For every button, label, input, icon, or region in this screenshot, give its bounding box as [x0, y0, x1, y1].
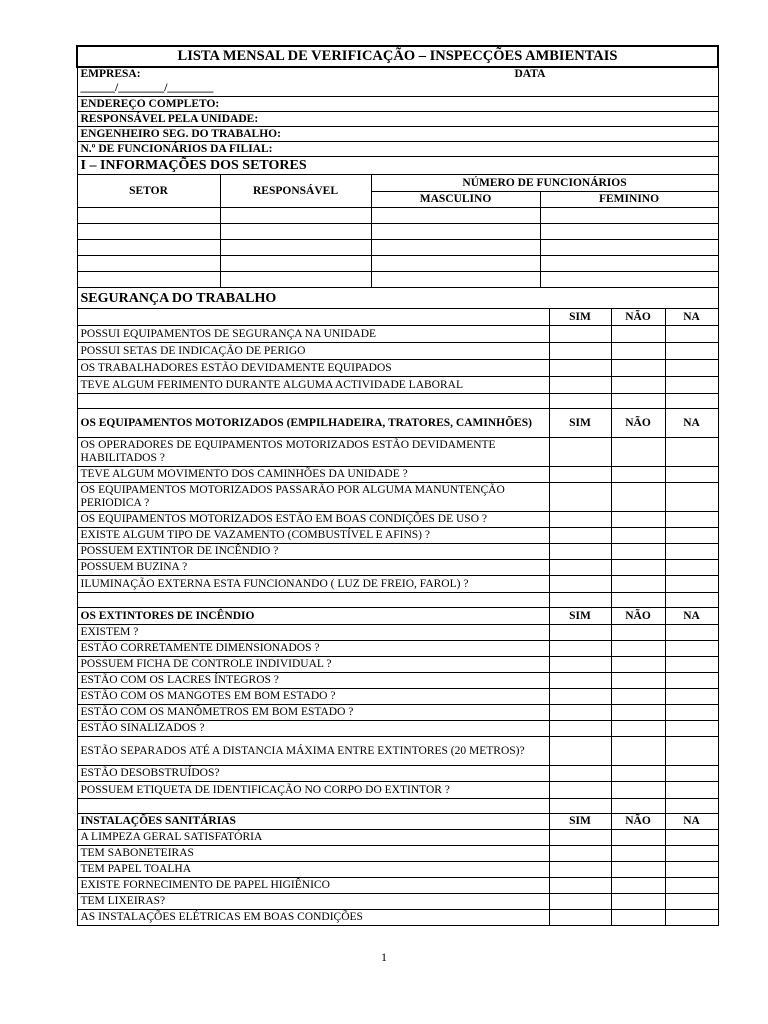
nao-cell[interactable] — [611, 544, 665, 560]
item-label: TEVE ALGUM FERIMENTO DURANTE ALGUMA ACTIVIDADE LABORAL — [77, 377, 549, 394]
sector-row[interactable] — [77, 272, 718, 288]
nao-cell[interactable] — [611, 721, 665, 737]
endereco-field[interactable]: ENDEREÇO COMPLETO: — [77, 97, 718, 112]
sim-cell[interactable] — [549, 766, 611, 782]
sim-cell[interactable] — [549, 641, 611, 657]
sector-row[interactable] — [77, 256, 718, 272]
sim-cell[interactable] — [549, 467, 611, 483]
nao-header: NÃO — [611, 814, 665, 830]
checklist-table — [76, 45, 719, 926]
item-label: OS EQUIPAMENTOS MOTORIZADOS ESTÃO EM BOAS CONDIÇÕES DE USO ? — [77, 512, 549, 528]
checklist-row — [77, 560, 718, 576]
spacer-row — [77, 799, 718, 814]
na-cell[interactable] — [665, 377, 718, 394]
sim-cell[interactable] — [549, 576, 611, 593]
sim-cell[interactable] — [549, 360, 611, 377]
sim-cell[interactable] — [549, 438, 611, 467]
sector-row[interactable] — [77, 240, 718, 256]
item-label: OS OPERADORES DE EQUIPAMENTOS MOTORIZADOS ESTÃO DEVIDAMENTE HABILITADOS ? — [77, 438, 549, 467]
nao-cell[interactable] — [611, 673, 665, 689]
sim-cell[interactable] — [549, 830, 611, 846]
na-cell[interactable] — [665, 766, 718, 782]
sim-header: SIM — [549, 608, 611, 625]
checklist-row — [77, 830, 718, 846]
item-label: POSSUI SETAS DE INDICAÇÃO DE PERIGO — [77, 343, 549, 360]
sim-cell[interactable] — [549, 673, 611, 689]
nao-cell[interactable] — [611, 705, 665, 721]
checklist-row — [77, 673, 718, 689]
item-label: OS TRABALHADORES ESTÃO DEVIDAMENTE EQUIPADOS — [77, 360, 549, 377]
checklist-row — [77, 846, 718, 862]
nao-cell[interactable] — [611, 326, 665, 343]
sim-header: SIM — [549, 409, 611, 438]
na-header: NA — [665, 409, 718, 438]
nao-cell[interactable] — [611, 878, 665, 894]
nao-header: NÃO — [611, 309, 665, 326]
na-cell[interactable] — [665, 560, 718, 576]
nao-cell[interactable] — [611, 689, 665, 705]
nao-cell[interactable] — [611, 894, 665, 910]
na-cell[interactable] — [665, 673, 718, 689]
item-label: ESTÃO COM OS MANÔMETROS EM BOM ESTADO ? — [77, 705, 549, 721]
motorizados-heading: OS EQUIPAMENTOS MOTORIZADOS (EMPILHADEIRA, TRATORES, CAMINHÕES) — [77, 409, 549, 438]
na-cell[interactable] — [665, 360, 718, 377]
nao-cell[interactable] — [611, 528, 665, 544]
na-cell[interactable] — [665, 326, 718, 343]
na-cell[interactable] — [665, 910, 718, 926]
checklist-row — [77, 862, 718, 878]
checklist-row — [77, 512, 718, 528]
checklist-row — [77, 528, 718, 544]
item-label: ESTÃO COM OS LACRES ÍNTEGROS ? — [77, 673, 549, 689]
nao-cell[interactable] — [611, 483, 665, 512]
item-label: ESTÃO COM OS MANGOTES EM BOM ESTADO ? — [77, 689, 549, 705]
item-label: ESTÃO SEPARADOS ATÉ A DISTANCIA MÁXIMA ENTRE EXTINTORES (20 METROS)? — [77, 737, 549, 766]
spacer-row — [77, 593, 718, 608]
item-label: POSSUEM FICHA DE CONTROLE INDIVIDUAL ? — [77, 657, 549, 673]
na-cell[interactable] — [665, 528, 718, 544]
checklist-row — [77, 878, 718, 894]
sector-row[interactable] — [77, 208, 718, 224]
sim-cell[interactable] — [549, 560, 611, 576]
item-label: POSSUEM ETIQUETA DE IDENTIFICAÇÃO NO CORPO DO EXTINTOR ? — [77, 782, 549, 799]
item-label: ESTÃO DESOBSTRUÍDOS? — [77, 766, 549, 782]
sim-cell[interactable] — [549, 737, 611, 766]
na-cell[interactable] — [665, 343, 718, 360]
checklist-row — [77, 438, 718, 467]
item-label: EXISTE FORNECIMENTO DE PAPEL HIGIÊNICO — [77, 878, 549, 894]
nao-cell[interactable] — [611, 560, 665, 576]
na-cell[interactable] — [665, 862, 718, 878]
col-masculino: MASCULINO — [371, 192, 540, 208]
item-label: AS INSTALAÇÕES ELÉTRICAS EM BOAS CONDIÇÕES — [77, 910, 549, 926]
na-cell[interactable] — [665, 689, 718, 705]
sim-cell[interactable] — [549, 528, 611, 544]
sim-cell[interactable] — [549, 326, 611, 343]
na-cell[interactable] — [665, 705, 718, 721]
sim-cell[interactable] — [549, 512, 611, 528]
item-label: POSSUI EQUIPAMENTOS DE SEGURANÇA NA UNIDADE — [77, 326, 549, 343]
na-header: NA — [665, 608, 718, 625]
checklist-row — [77, 641, 718, 657]
na-header: NA — [665, 814, 718, 830]
sim-cell[interactable] — [549, 544, 611, 560]
checklist-row — [77, 625, 718, 641]
document-title: LISTA MENSAL DE VERIFICAÇÃO – INSPECÇÕES AMBIENTAIS — [77, 46, 718, 67]
checklist-row — [77, 377, 718, 394]
checklist-sheet — [76, 45, 717, 926]
na-cell[interactable] — [665, 878, 718, 894]
item-label: POSSUEM BUZINA ? — [77, 560, 549, 576]
nao-cell[interactable] — [611, 830, 665, 846]
na-cell[interactable] — [665, 467, 718, 483]
sim-cell[interactable] — [549, 862, 611, 878]
checklist-row — [77, 689, 718, 705]
sanitarias-heading: INSTALAÇÕES SANITÁRIAS — [77, 814, 549, 830]
na-cell[interactable] — [665, 782, 718, 799]
sector-row[interactable] — [77, 224, 718, 240]
nao-cell[interactable] — [611, 657, 665, 673]
item-label: TEVE ALGUM MOVIMENTO DOS CAMINHÕES DA UNIDADE ? — [77, 467, 549, 483]
checklist-row — [77, 544, 718, 560]
checklist-row — [77, 467, 718, 483]
nao-cell[interactable] — [611, 377, 665, 394]
nao-cell[interactable] — [611, 576, 665, 593]
spacer-row — [77, 394, 718, 409]
na-cell[interactable] — [665, 721, 718, 737]
checklist-row — [77, 326, 718, 343]
checklist-row — [77, 721, 718, 737]
sim-cell[interactable] — [549, 910, 611, 926]
na-cell[interactable] — [665, 512, 718, 528]
checklist-row — [77, 705, 718, 721]
checklist-row — [77, 766, 718, 782]
nao-cell[interactable] — [611, 512, 665, 528]
nao-cell[interactable] — [611, 641, 665, 657]
item-label: TEM SABONETEIRAS — [77, 846, 549, 862]
sim-cell[interactable] — [549, 846, 611, 862]
item-label: A LIMPEZA GERAL SATISFATÓRIA — [77, 830, 549, 846]
extintores-heading: OS EXTINTORES DE INCÊNDIO — [77, 608, 549, 625]
sim-cell[interactable] — [549, 483, 611, 512]
checklist-row — [77, 782, 718, 799]
na-cell[interactable] — [665, 641, 718, 657]
nao-header: NÃO — [611, 608, 665, 625]
sim-cell[interactable] — [549, 782, 611, 799]
checklist-row — [77, 657, 718, 673]
date-blank[interactable]: ______/________/________ — [80, 82, 214, 94]
col-feminino: FEMININO — [540, 192, 718, 208]
nao-cell[interactable] — [611, 343, 665, 360]
sectors-heading: I – INFORMAÇÕES DOS SETORES — [77, 157, 718, 175]
sim-header: SIM — [549, 309, 611, 326]
empresa-label: EMPRESA: — [80, 68, 141, 80]
checklist-row — [77, 483, 718, 512]
na-cell[interactable] — [665, 544, 718, 560]
sim-cell[interactable] — [549, 625, 611, 641]
na-cell[interactable] — [665, 830, 718, 846]
na-cell[interactable] — [665, 483, 718, 512]
na-cell[interactable] — [665, 438, 718, 467]
col-responsavel: RESPONSÁVEL — [220, 175, 371, 208]
na-cell[interactable] — [665, 894, 718, 910]
engenheiro-field[interactable]: ENGENHEIRO SEG. DO TRABALHO: — [77, 127, 718, 142]
sim-cell[interactable] — [549, 377, 611, 394]
item-label: POSSUEM EXTINTOR DE INCÊNDIO ? — [77, 544, 549, 560]
sim-cell[interactable] — [549, 657, 611, 673]
item-label: ESTÃO SINALIZADOS ? — [77, 721, 549, 737]
data-label: DATA — [514, 68, 546, 80]
nao-cell[interactable] — [611, 910, 665, 926]
funcionarios-field[interactable]: N.º DE FUNCIONÁRIOS DA FILIAL: — [77, 142, 718, 157]
checklist-row — [77, 737, 718, 766]
checklist-row — [77, 360, 718, 377]
nao-cell[interactable] — [611, 625, 665, 641]
nao-cell[interactable] — [611, 467, 665, 483]
na-cell[interactable] — [665, 657, 718, 673]
col-numero-funcionarios: NÚMERO DE FUNCIONÁRIOS — [371, 175, 718, 192]
sim-cell[interactable] — [549, 689, 611, 705]
nao-cell[interactable] — [611, 782, 665, 799]
na-cell[interactable] — [665, 576, 718, 593]
item-label: ILUMINAÇÃO EXTERNA ESTA FUNCIONANDO ( LUZ DE FREIO, FAROL) ? — [77, 576, 549, 593]
seguranca-heading: SEGURANÇA DO TRABALHO — [77, 288, 718, 309]
checklist-row — [77, 894, 718, 910]
item-label: EXISTE ALGUM TIPO DE VAZAMENTO (COMBUSTÍVEL E AFINS) ? — [77, 528, 549, 544]
col-setor: SETOR — [77, 175, 220, 208]
item-label: EXISTEM ? — [77, 625, 549, 641]
checklist-row — [77, 576, 718, 593]
item-label: OS EQUIPAMENTOS MOTORIZADOS PASSARÃO POR ALGUMA MANUNTENÇÃO PERIODICA ? — [77, 483, 549, 512]
sim-cell[interactable] — [549, 705, 611, 721]
sim-cell[interactable] — [549, 343, 611, 360]
checklist-row — [77, 910, 718, 926]
empresa-row — [77, 67, 718, 97]
nao-cell[interactable] — [611, 438, 665, 467]
nao-cell[interactable] — [611, 862, 665, 878]
sim-header: SIM — [549, 814, 611, 830]
responsavel-field[interactable]: RESPONSÁVEL PELA UNIDADE: — [77, 112, 718, 127]
item-label: ESTÃO CORRETAMENTE DIMENSIONADOS ? — [77, 641, 549, 657]
na-header: NA — [665, 309, 718, 326]
nao-header: NÃO — [611, 409, 665, 438]
sim-cell[interactable] — [549, 878, 611, 894]
page-number: 1 — [381, 950, 387, 964]
item-label: TEM LIXEIRAS? — [77, 894, 549, 910]
item-label: TEM PAPEL TOALHA — [77, 862, 549, 878]
na-cell[interactable] — [665, 846, 718, 862]
sim-cell[interactable] — [549, 721, 611, 737]
nao-cell[interactable] — [611, 766, 665, 782]
na-cell[interactable] — [665, 625, 718, 641]
nao-cell[interactable] — [611, 737, 665, 766]
sim-cell[interactable] — [549, 894, 611, 910]
checklist-row — [77, 343, 718, 360]
na-cell[interactable] — [665, 737, 718, 766]
nao-cell[interactable] — [611, 360, 665, 377]
nao-cell[interactable] — [611, 846, 665, 862]
